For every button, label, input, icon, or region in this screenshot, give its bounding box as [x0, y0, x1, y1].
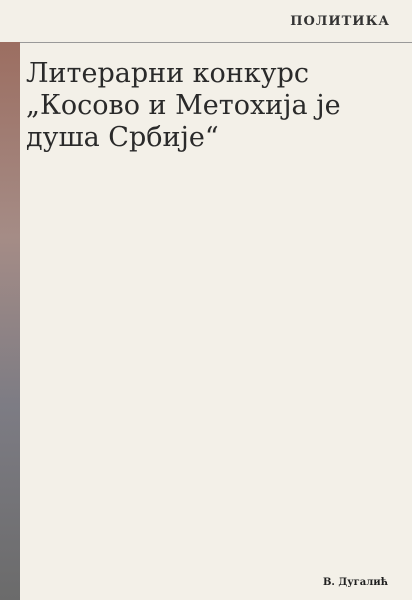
page-header: [0, 0, 412, 43]
article-column-2: [214, 132, 390, 590]
article-body: [26, 132, 390, 590]
headline: Литерарни конкурс „Косово и Метохија је душа Србије“: [26, 58, 341, 153]
photo-edge: [0, 42, 20, 600]
byline: В. Дугалић: [322, 577, 388, 588]
article-column-1: [26, 132, 202, 590]
section-label: ПОЛИТИКА: [290, 14, 390, 29]
